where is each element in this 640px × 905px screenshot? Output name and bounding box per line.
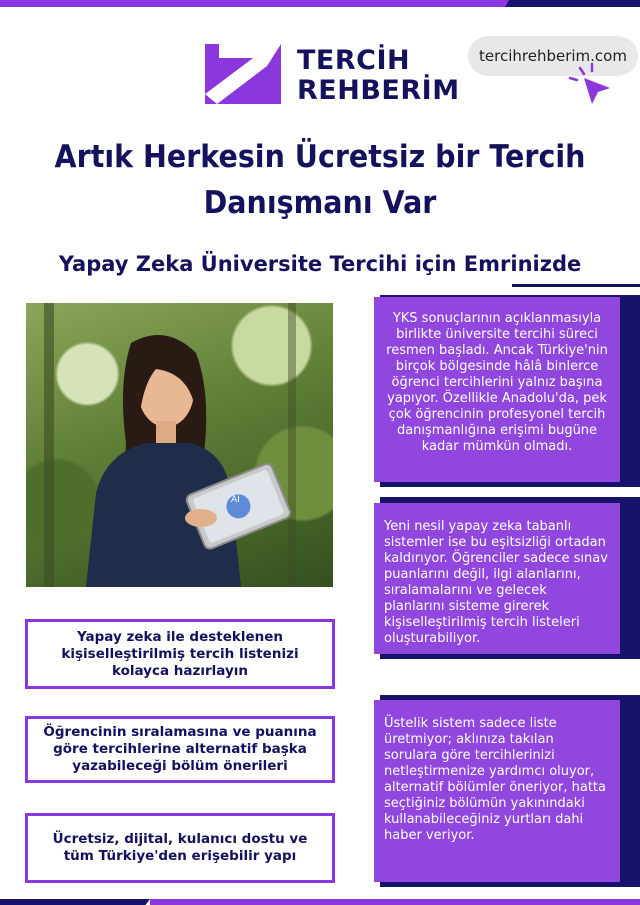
page-subtitle: Yapay Zeka Üniversite Tercihi için Emrinizde [58,252,582,276]
subtitle-divider [512,284,640,287]
top-accent-bar [0,0,520,7]
feature-box-2: Öğrencinin sıralamasına ve puanına göre tercihlerine alternatif başka yazabileceği bölüm önerileri [25,716,335,783]
logo-wordmark [297,46,460,106]
feature-box-1: Yapay zeka ile desteklenen kişiselleştirilmiş tercih listenizi kolayca hazırlayın [25,619,335,689]
student-photo [26,303,333,587]
logo-line-2: REHBERİM [297,75,460,106]
feature-box-3: Ücretsiz, dijital, kulanıcı dostu ve tüm Türkiye'den erişebilir yapı [25,813,335,883]
student-illustration [26,303,333,587]
paragraph-box-3: Üstelik sistem sadece liste üretmiyor; aklınıza takılan sorulara göre tercihlerinizi netleştirmenize yardımcı oluyor, alternatif bölümler öneriyor, hatta seçtiğiniz bölümün yakınındaki kullanabileceğiniz yurtları dahi haber veriyor. [374,700,620,882]
page-title: Artık Herkesin Ücretsiz bir Tercih Danışmanı Var [54,139,586,221]
logo-line-1: TERCİH [297,45,411,76]
paragraph-box-1: YKS sonuçlarının açıklanmasıyla birlikte üniversite tercihi süreci resmen başladı. Ancak Türkiye'nin birçok bölgesinde hâlâ binlerce öğrenci tercihlerini yalnız başına yapıyor. Özellikle Anadolu'da, pek çok öğrencinin profesyonel tercih danışmanlığına erişimi bugüne kadar mümkün olmadı. [374,297,620,482]
bottom-accent-bar [150,899,640,905]
brand-logo [205,44,467,106]
tablet-ai-label: AI [231,495,240,505]
top-accent-bar-dark [505,0,640,7]
website-link[interactable]: tercihrehberim.com [468,36,638,76]
cursor-click-icon [566,62,614,106]
bottom-accent-bar-dark [0,899,150,905]
paragraph-box-2: Yeni nesil yapay zeka tabanlı sistemler ise bu eşitsizliği ortadan kaldırıyor. Öğrenciler sadece sınav puanlarını değil, ilgi alanlarını, sıralamalarını ve gelecek planlarını sisteme girerek kişiselleştirilmiş tercih listeleri oluşturabiliyor. [374,503,620,654]
logo-mark-icon [205,44,281,104]
